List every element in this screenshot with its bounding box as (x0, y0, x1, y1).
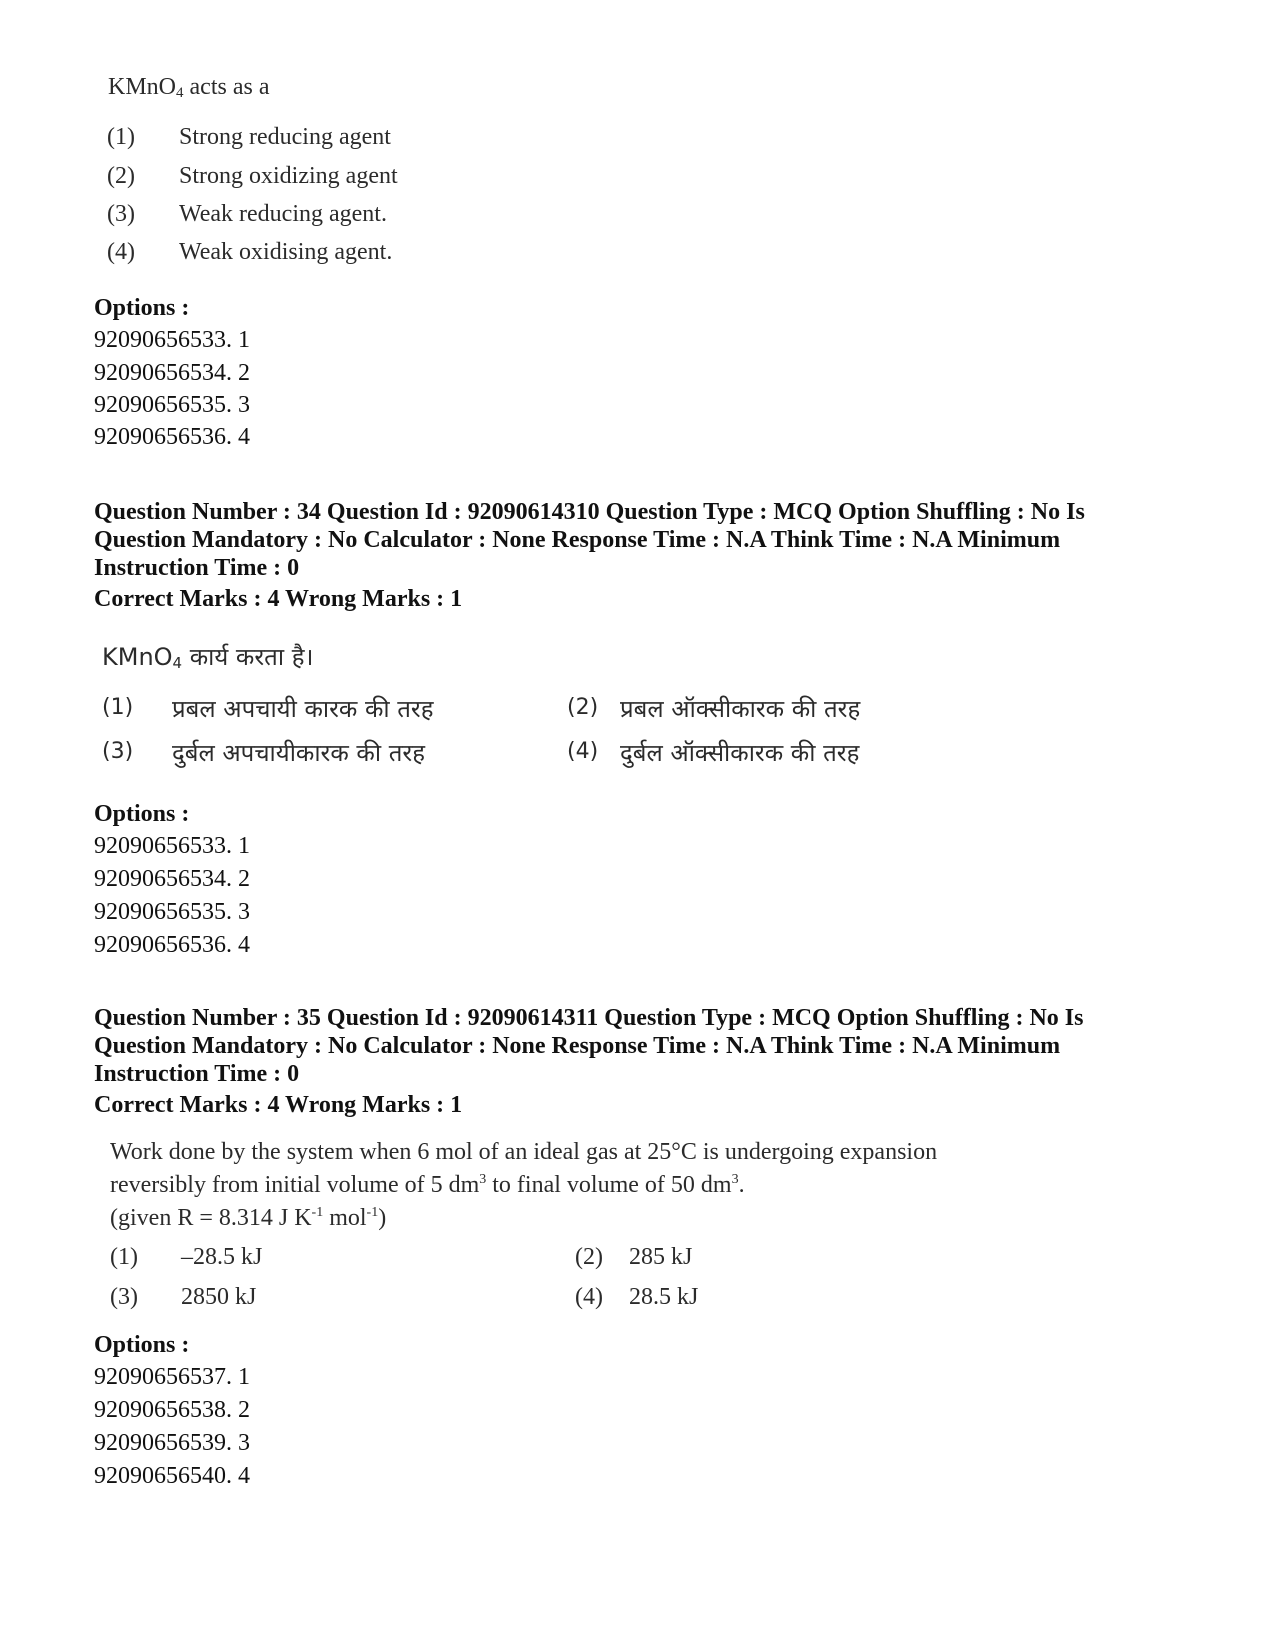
q34-choice-3-num: (3) (102, 739, 134, 764)
q35-options-label: Options : (94, 1332, 190, 1358)
q35-choice-1-num: (1) (110, 1244, 138, 1270)
q35-header (94, 1004, 1204, 1088)
q34-options-label: Options : (94, 801, 190, 827)
q35-meta-line-1: Question Number : 35 Question Id : 92090614311 Question Type : MCQ Option Shuffling : No Is (94, 1005, 1084, 1031)
q34-options-list (94, 829, 250, 962)
q34-choice-4-text: दुर्बल ऑक्सीकारक की तरह (620, 739, 860, 767)
q33-choice-2-num: (2) (107, 163, 135, 189)
q33-choice-1-text: Strong reducing agent (179, 124, 391, 150)
q33-option-4: 92090656536. 4 (94, 424, 250, 450)
q35-meta-line-3: Instruction Time : 0 (94, 1061, 300, 1087)
q35-meta-line-2: Question Mandatory : No Calculator : None Response Time : N.A Think Time : N.A Minimum (94, 1033, 1061, 1059)
q35-stem (110, 1138, 937, 1232)
q35-stem-line-2: reversibly from initial volume of 5 $dm^3$ to final volume of 50 $dm^3$. (110, 1172, 745, 1198)
q33-choice-2-text: Strong oxidizing agent (179, 163, 398, 189)
q35-choice-1-text: –28.5 kJ (181, 1244, 263, 1270)
q35-choice-3-num: (3) (110, 1284, 138, 1310)
q35-choice-2-text: 285 kJ (629, 1244, 693, 1270)
q33-option-3: 92090656535. 3 (94, 392, 250, 418)
q34-meta-line-1: Question Number : 34 Question Id : 92090614310 Question Type : MCQ Option Shuffling : No Is (94, 499, 1085, 525)
q33-option-2: 92090656534. 2 (94, 360, 250, 386)
q34-option-4: 92090656536. 4 (94, 932, 250, 958)
q34-choice-4-num: (4) (567, 739, 599, 764)
q34-choice-1-num: (1) (102, 695, 134, 720)
q33-options-label: Options : (94, 295, 190, 321)
q34-choice-2-num: (2) (567, 695, 599, 720)
q35-choice-4-text: 28.5 kJ (629, 1284, 699, 1310)
q35-option-3: 92090656539. 3 (94, 1430, 250, 1456)
q33-choice-3-text: Weak reducing agent. (179, 201, 387, 227)
q35-choice-2-num: (2) (575, 1244, 603, 1270)
q34-meta-line-2: Question Mandatory : No Calculator : None Response Time : N.A Think Time : N.A Minimum (94, 527, 1061, 553)
q34-option-3: 92090656535. 3 (94, 899, 250, 925)
q34-option-2: 92090656534. 2 (94, 866, 250, 892)
q35-option-1: 92090656537. 1 (94, 1364, 250, 1390)
q34-choice-2-text: प्रबल ऑक्सीकारक की तरह (620, 695, 861, 723)
q34-choice-1-text: प्रबल अपचायी कारक की तरह (172, 695, 434, 723)
q34-option-1: 92090656533. 1 (94, 833, 250, 859)
q33-choice-1-num: (1) (107, 124, 135, 150)
q34-marks: Correct Marks : 4 Wrong Marks : 1 (94, 586, 463, 612)
q34-stem: KMnO$_4$ कार्य करता है। (102, 643, 314, 672)
q35-stem-line-1: Work done by the system when 6 mol of an ideal gas at 25°C is undergoing expansion (110, 1139, 938, 1165)
q35-marks: Correct Marks : 4 Wrong Marks : 1 (94, 1092, 463, 1118)
q35-choice-4-num: (4) (575, 1284, 603, 1310)
q35-options-list (94, 1360, 250, 1493)
q35-stem-line-3: (given R = 8.314 J $K^{-1}$ mol$^{-1}$) (110, 1205, 387, 1231)
q33-options-list (94, 323, 250, 454)
q33-choice-4-num: (4) (107, 239, 135, 265)
q34-header (94, 498, 1204, 582)
q33-choice-3-num: (3) (107, 201, 135, 227)
q35-choice-3-text: 2850 kJ (181, 1284, 257, 1310)
q34-choice-3-text: दुर्बल अपचायीकारक की तरह (172, 739, 425, 767)
q35-option-4: 92090656540. 4 (94, 1463, 250, 1489)
q34-meta-line-3: Instruction Time : 0 (94, 555, 300, 581)
q35-option-2: 92090656538. 2 (94, 1397, 250, 1423)
q33-stem: KMnO$_4$ acts as a (108, 74, 270, 101)
q33-choice-4-text: Weak oxidising agent. (179, 239, 393, 265)
q33-option-1: 92090656533. 1 (94, 327, 250, 353)
